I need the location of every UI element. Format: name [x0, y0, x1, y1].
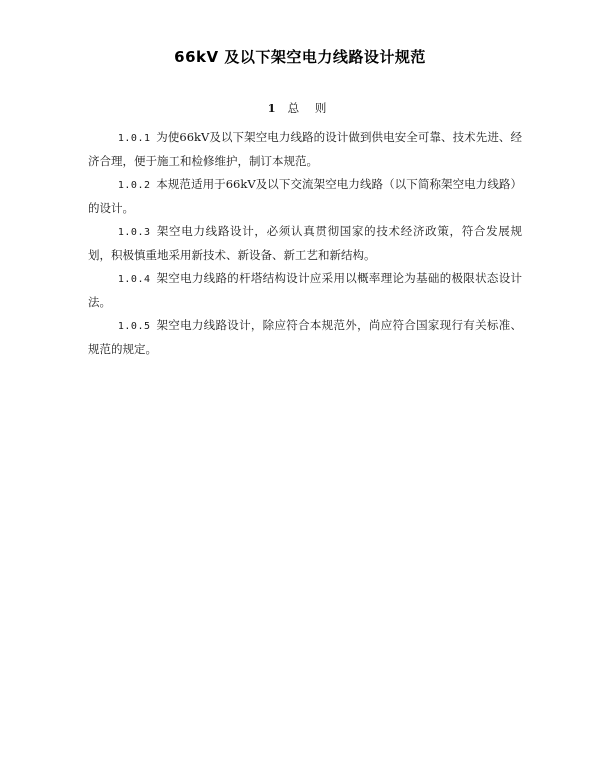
clause-number: 1.0.1	[117, 133, 151, 144]
clause-number: 1.0.2	[117, 180, 151, 191]
clause-number: 1.0.5	[117, 321, 151, 332]
clause-list	[88, 126, 522, 361]
clause-text: 架空电力线路设计，必须认真贯彻国家的技术经济政策，符合发展规划，积极慎重地采用新技术、新设备、新工艺和新结构。	[88, 224, 523, 262]
clause-text: 架空电力线路设计，除应符合本规范外，尚应符合国家现行有关标准、规范的规定。	[88, 318, 523, 356]
clause-number: 1.0.3	[117, 227, 151, 238]
clause-1-0-5	[88, 314, 522, 361]
section-number: 1	[267, 101, 276, 115]
clause-text: 本规范适用于66kV及以下交流架空电力线路（以下简称架空电力线路）的设计。	[88, 177, 523, 215]
clause-1-0-3	[88, 220, 522, 267]
section-title: 总 则	[287, 101, 333, 115]
clause-1-0-4	[88, 267, 522, 314]
clause-1-0-1	[88, 126, 522, 173]
clause-number: 1.0.4	[117, 274, 151, 285]
clause-text: 为使66kV及以下架空电力线路的设计做到供电安全可靠、技术先进、经济合理，便于施工和检修维护，制订本规范。	[88, 130, 523, 168]
clause-text: 架空电力线路的杆塔结构设计应采用以概率理论为基础的极限状态设计法。	[88, 271, 523, 309]
clause-1-0-2	[88, 173, 522, 220]
section-heading	[0, 100, 600, 116]
document-title: 66kV 及以下架空电力线路设计规范	[174, 48, 426, 66]
